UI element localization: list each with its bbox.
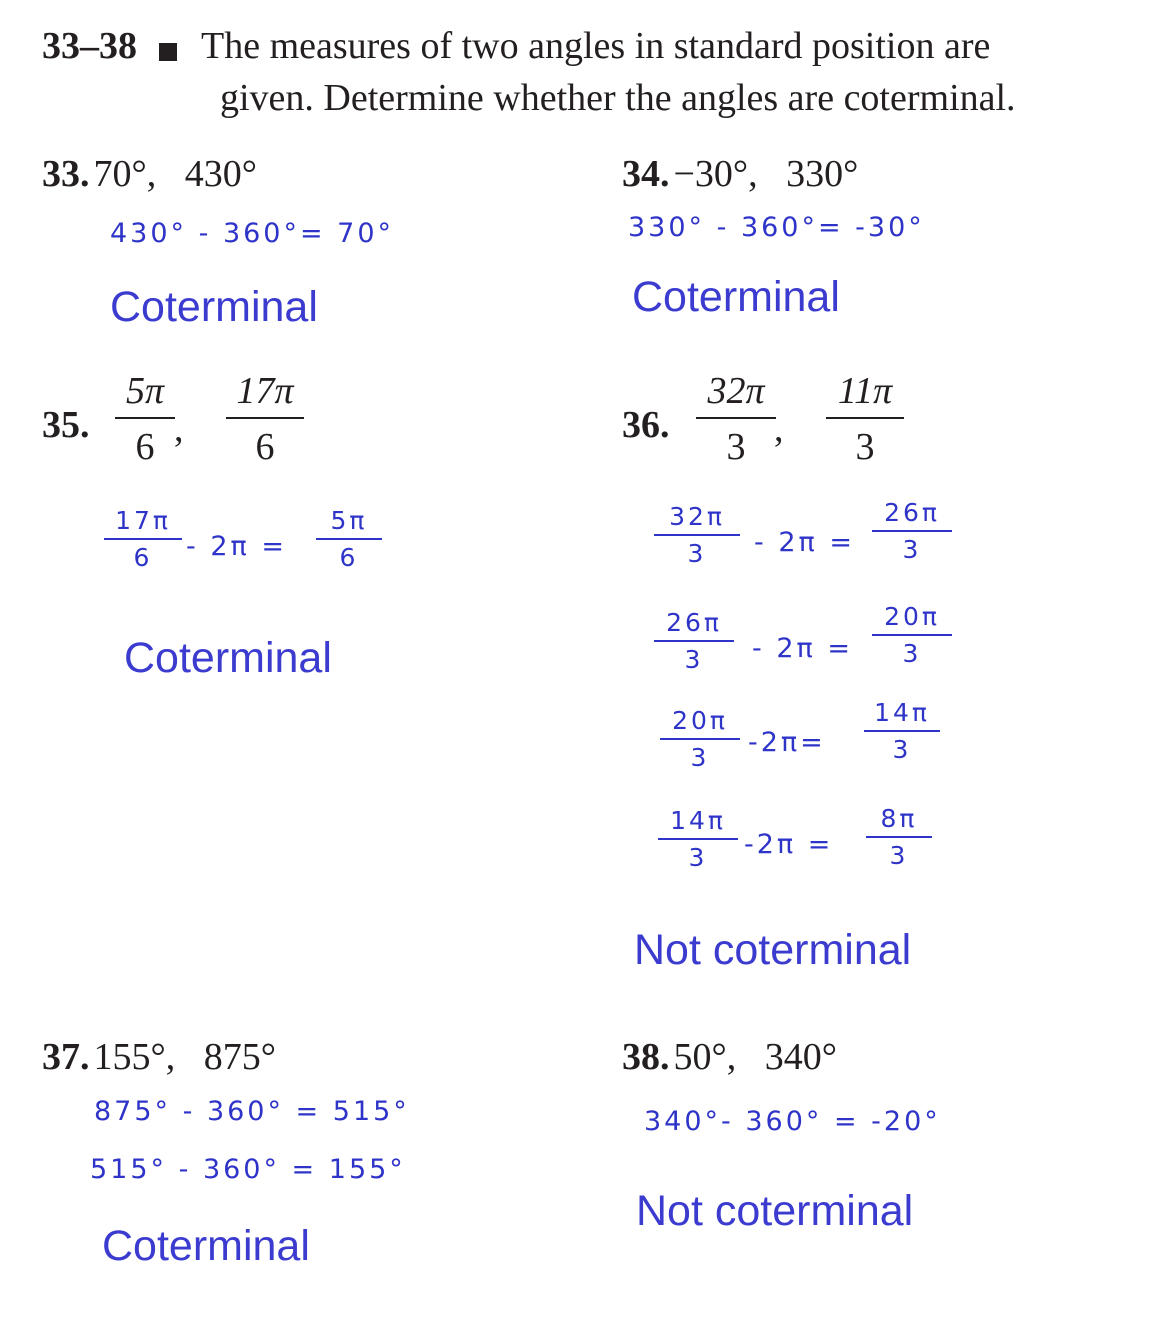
numerator: 20π bbox=[884, 602, 940, 631]
fraction-bar bbox=[660, 738, 740, 740]
answer-33: Coterminal bbox=[110, 283, 318, 331]
work-fraction-a bbox=[104, 508, 182, 570]
numerator: 8π bbox=[880, 804, 918, 833]
denominator: 3 bbox=[690, 743, 710, 772]
denominator: 3 bbox=[902, 535, 922, 564]
numerator: 32π bbox=[669, 502, 725, 531]
denominator: 6 bbox=[135, 426, 155, 468]
work-fraction-b bbox=[316, 508, 382, 570]
work-fraction-a bbox=[654, 504, 740, 566]
fraction-bar bbox=[866, 836, 932, 838]
denominator: 3 bbox=[892, 735, 912, 764]
fraction-1 bbox=[696, 372, 776, 466]
work-operator: -2π = bbox=[744, 829, 834, 860]
work-fraction-a bbox=[658, 808, 738, 870]
numerator: 14π bbox=[874, 698, 930, 727]
problem-values: 70°, 430° bbox=[93, 153, 257, 195]
denominator: 3 bbox=[687, 539, 707, 568]
problem-33 bbox=[42, 152, 257, 196]
numerator: 5π bbox=[125, 370, 165, 412]
instructions-line-2: given. Determine whether the angles are coterminal. bbox=[220, 77, 1016, 119]
fraction-bar bbox=[654, 534, 740, 536]
fraction-1 bbox=[115, 372, 175, 466]
work-operator: - 2π = bbox=[186, 531, 287, 562]
numerator: 32π bbox=[707, 370, 765, 412]
handwritten-work: 875° - 360° = 515° bbox=[94, 1096, 410, 1127]
comma: , bbox=[774, 408, 784, 450]
denominator: 3 bbox=[902, 639, 922, 668]
work-fraction-a bbox=[654, 610, 734, 672]
problem-37 bbox=[42, 1035, 276, 1079]
numerator: 5π bbox=[330, 506, 368, 535]
fraction-bar bbox=[658, 838, 738, 840]
fraction-bar bbox=[654, 640, 734, 642]
fraction-bar bbox=[864, 730, 940, 732]
handwritten-work: 330° - 360°= -30° bbox=[628, 212, 925, 243]
denominator: 6 bbox=[339, 543, 359, 572]
bullet-square-icon bbox=[159, 43, 177, 61]
fraction-bar bbox=[872, 530, 952, 532]
work-fraction-b bbox=[872, 500, 952, 562]
problem-number: 36. bbox=[622, 404, 670, 446]
work-operator: - 2π = bbox=[754, 527, 855, 558]
work-fraction-b bbox=[864, 700, 940, 762]
problem-values: 50°, 340° bbox=[673, 1036, 837, 1078]
denominator: 3 bbox=[855, 426, 875, 468]
fraction-bar bbox=[226, 417, 304, 419]
fraction-bar bbox=[316, 538, 382, 540]
comma: , bbox=[174, 408, 184, 450]
denominator: 6 bbox=[133, 543, 153, 572]
numerator: 14π bbox=[670, 806, 726, 835]
problem-values: 155°, 875° bbox=[93, 1036, 276, 1078]
fraction-bar bbox=[696, 417, 776, 419]
denominator: 3 bbox=[684, 645, 704, 674]
numerator: 26π bbox=[884, 498, 940, 527]
denominator: 3 bbox=[688, 843, 708, 872]
problem-number: 38. bbox=[622, 1036, 670, 1078]
answer-36: Not coterminal bbox=[634, 926, 912, 974]
answer-37: Coterminal bbox=[102, 1222, 310, 1270]
fraction-2 bbox=[226, 372, 304, 466]
problem-34 bbox=[622, 152, 858, 196]
problem-number: 35. bbox=[42, 404, 90, 446]
numerator: 26π bbox=[666, 608, 722, 637]
instructions-line-1: The measures of two angles in standard position are bbox=[201, 25, 991, 67]
answer-34: Coterminal bbox=[632, 273, 840, 321]
handwritten-work: 340°- 360° = -20° bbox=[644, 1106, 941, 1137]
denominator: 6 bbox=[255, 426, 275, 468]
denominator: 3 bbox=[726, 426, 746, 468]
work-operator: -2π= bbox=[748, 727, 826, 758]
numerator: 11π bbox=[837, 370, 893, 412]
fraction-bar bbox=[872, 634, 952, 636]
problem-number: 37. bbox=[42, 1036, 90, 1078]
work-fraction-a bbox=[660, 708, 740, 770]
answer-35: Coterminal bbox=[124, 634, 332, 682]
fraction-bar bbox=[826, 417, 904, 419]
problem-number: 34. bbox=[622, 153, 670, 195]
work-fraction-b bbox=[866, 806, 932, 868]
answer-38: Not coterminal bbox=[636, 1187, 914, 1235]
fraction-2 bbox=[826, 372, 904, 466]
problem-38 bbox=[622, 1035, 837, 1079]
work-operator: - 2π = bbox=[752, 633, 853, 664]
problem-number: 33. bbox=[42, 153, 90, 195]
denominator: 3 bbox=[889, 841, 909, 870]
numerator: 17π bbox=[236, 370, 294, 412]
numerator: 17π bbox=[115, 506, 171, 535]
exercise-range: 33–38 bbox=[42, 25, 137, 67]
fraction-bar bbox=[104, 538, 182, 540]
problem-values: −30°, 330° bbox=[673, 153, 859, 195]
handwritten-work: 515° - 360° = 155° bbox=[90, 1154, 406, 1185]
fraction-bar bbox=[115, 417, 175, 419]
work-fraction-b bbox=[872, 604, 952, 666]
handwritten-work: 430° - 360°= 70° bbox=[110, 218, 395, 249]
numerator: 20π bbox=[672, 706, 728, 735]
exercise-header bbox=[42, 24, 990, 68]
